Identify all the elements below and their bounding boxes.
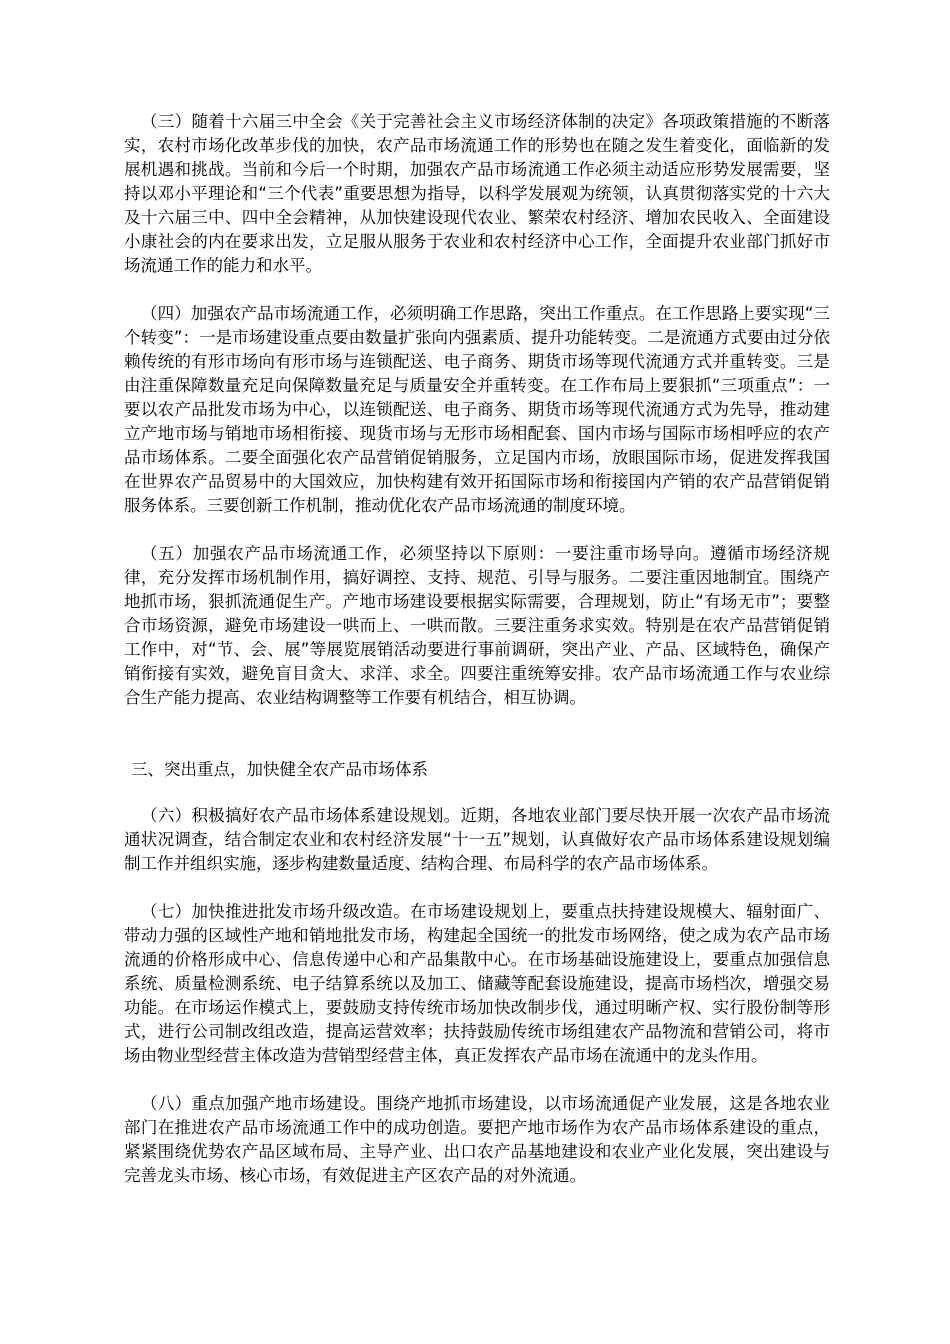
paragraph-5: （五）加强农产品市场流通工作，必须坚持以下原则：一要注重市场导向。遵循市场经济规律，充分发挥市场机制作用，搞好调控、支持、规范、引导与服务。二要注重因地制宜。围绕产地抓市场，狠抓流通促生产。产地市场建设要根据实际需要，合理规划，防止“有场无市”；要整合市场资源，避免市场建设一哄而上、一哄而散。三要注重务求实效。特别是在农产品营销促销工作中，对“节、会、展”等展览展销活动要进行事前调研，突出产业、产品、区域特色，确保产销衔接有实效，避免盲目贪大、求洋、求全。四要注重统筹安排。农产品市场流通工作与农业综合生产能力提高、农业结构调整等工作要有机结合，相互协调。 (124, 544, 830, 707)
paragraph-7: （七）加快推进批发市场升级改造。在市场建设规划上，要重点扶持建设规模大、辐射面广、带动力强的区域性产地和销地批发市场，构建起全国统一的批发市场网络，使之成为农产品市场流通的价格形成中心、信息传递中心和产品集散中心。在市场基础设施建设上，要重点加强信息系统、质量检测系统、电子结算系统以及加工、储藏等配套设施建设，提高市场档次，增强交易功能。在市场运作模式上，要鼓励支持传统市场加快改制步伐，通过明晰产权、实行股份制等形式，进行公司制改组改造，提高运营效率；扶持鼓励传统市场组建农产品物流和营销公司，将市场由物业型经营主体改造为营销型经营主体，真正发挥农产品市场在流通中的龙头作用。 (124, 902, 830, 1065)
paragraph-8: （八）重点加强产地市场建设。围绕产地抓市场建设，以市场流通促产业发展，这是各地农业部门在推进农产品市场流通工作中的成功创造。要把产地市场作为农产品市场体系建设的重点，紧紧围绕优势农产品区域布局、主导产业、出口农产品基地建设和农业产业化发展，突出建设与完善龙头市场、核心市场，有效促进主产区农产品的对外流通。 (124, 1094, 830, 1185)
paragraph-4: （四）加强农产品市场流通工作，必须明确工作思路，突出工作重点。在工作思路上要实现“三个转变”：一是市场建设重点要由数量扩张向内强素质、提升功能转变。二是流通方式要由过分依赖传统的有形市场向有形市场与连锁配送、电子商务、期货市场等现代流通方式并重转变。三是由注重保障数量充足向保障数量充足与质量安全并重转变。在工作布局上要狠抓“三项重点”：一要以农产品批发市场为中心，以连锁配送、电子商务、期货市场等现代流通方式为先导，推动建立产地市场与销地市场相衔接、现货市场与无形市场相配套、国内市场与国际市场相呼应的农产品市场体系。二要全面强化农产品营销促销服务，立足国内市场，放眼国际市场，促进发挥我国在世界农产品贸易中的大国效应，加快构建有效开拓国际市场和衔接国内产销的农产品营销促销服务体系。三要创新工作机制，推动优化农产品市场流通的制度环境。 (124, 304, 830, 515)
paragraph-3: （三）随着十六届三中全会《关于完善社会主义市场经济体制的决定》各项政策措施的不断落实，农村市场化改革步伐的加快，农产品市场流通工作的形势也在随之发生着变化，面临新的发展机遇和挑战。当前和今后一个时期，加强农产品市场流通工作必须主动适应形势发展需要，坚持以邓小平理论和“三个代表”重要思想为指导，以科学发展观为统领，认真贯彻落实党的十六大及十六届三中、四中全会精神，从加快建设现代农业、繁荣农村经济、增加农民收入、全面建设小康社会的内在要求出发，立足服从服务于农业和农村经济中心工作，全面提升农业部门抓好市场流通工作的能力和水平。 (124, 112, 830, 275)
section-heading: 三、突出重点，加快健全农产品市场体系 (131, 760, 428, 779)
paragraph-6: （六）积极搞好农产品市场体系建设规划。近期，各地农业部门要尽快开展一次农产品市场流通状况调查，结合制定农业和农村经济发展“十一五”规划，认真做好农产品市场体系建设规划编制工作并组织实施，逐步构建数量适度、结构合理、布局科学的农产品市场体系。 (124, 806, 830, 873)
document-body (124, 110, 830, 1212)
